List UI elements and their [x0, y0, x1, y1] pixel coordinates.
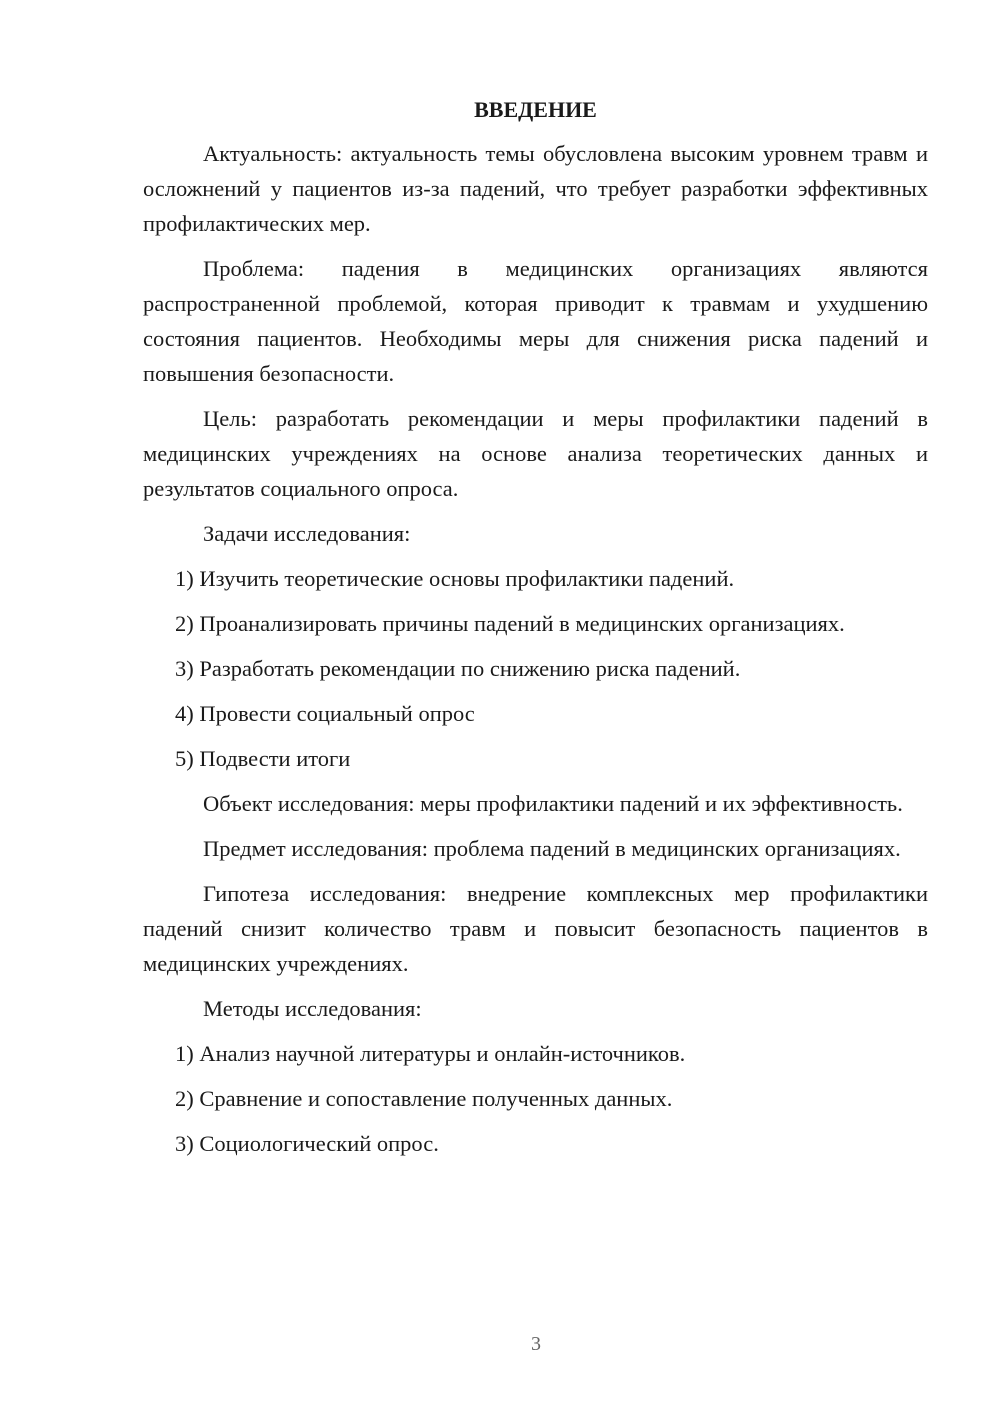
methods-heading: Методы исследования: — [203, 996, 422, 1021]
list-item: 3) Разработать рекомендации по снижению риска падений. — [175, 656, 741, 681]
problem-paragraph: Проблема: падения в медицинских организациях являются распространенной проблемой, которая приводит к травмам и ухудшению состояния пациентов. Необходимы меры для снижения риска падений и повышения безопасности. — [143, 256, 928, 386]
methods-list — [143, 1036, 928, 1161]
object-paragraph: Объект исследования: меры профилактики падений и их эффективность. — [203, 791, 903, 816]
hypothesis-paragraph: Гипотеза исследования: внедрение комплексных мер профилактики падений снизит количество травм и повысит безопасность пациентов в медицинских учреждениях. — [143, 881, 928, 976]
list-item: 1) Анализ научной литературы и онлайн-источников. — [175, 1041, 686, 1066]
list-item: 2) Проанализировать причины падений в медицинских организациях. — [175, 611, 845, 636]
subject-paragraph: Предмет исследования: проблема падений в медицинских организациях. — [203, 836, 901, 861]
document-page — [143, 92, 928, 1171]
goal-paragraph: Цель: разработать рекомендации и меры профилактики падений в медицинских учреждениях на основе анализа теоретических данных и результатов социального опроса. — [143, 406, 928, 501]
list-item: 5) Подвести итоги — [175, 746, 351, 771]
list-item: 4) Провести социальный опрос — [175, 701, 475, 726]
list-item: 2) Сравнение и сопоставление полученных данных. — [175, 1086, 673, 1111]
relevance-paragraph: Актуальность: актуальность темы обусловлена высоким уровнем травм и осложнений у пациентов из-за падений, что требует разработки эффективных профилактических мер. — [143, 141, 928, 236]
list-item: 1) Изучить теоретические основы профилактики падений. — [175, 566, 735, 591]
tasks-heading: Задачи исследования: — [203, 521, 411, 546]
tasks-list — [143, 561, 928, 776]
page-number: 3 — [531, 1333, 541, 1355]
list-item: 3) Социологический опрос. — [175, 1131, 439, 1156]
page-title: ВВЕДЕНИЕ — [474, 97, 597, 122]
